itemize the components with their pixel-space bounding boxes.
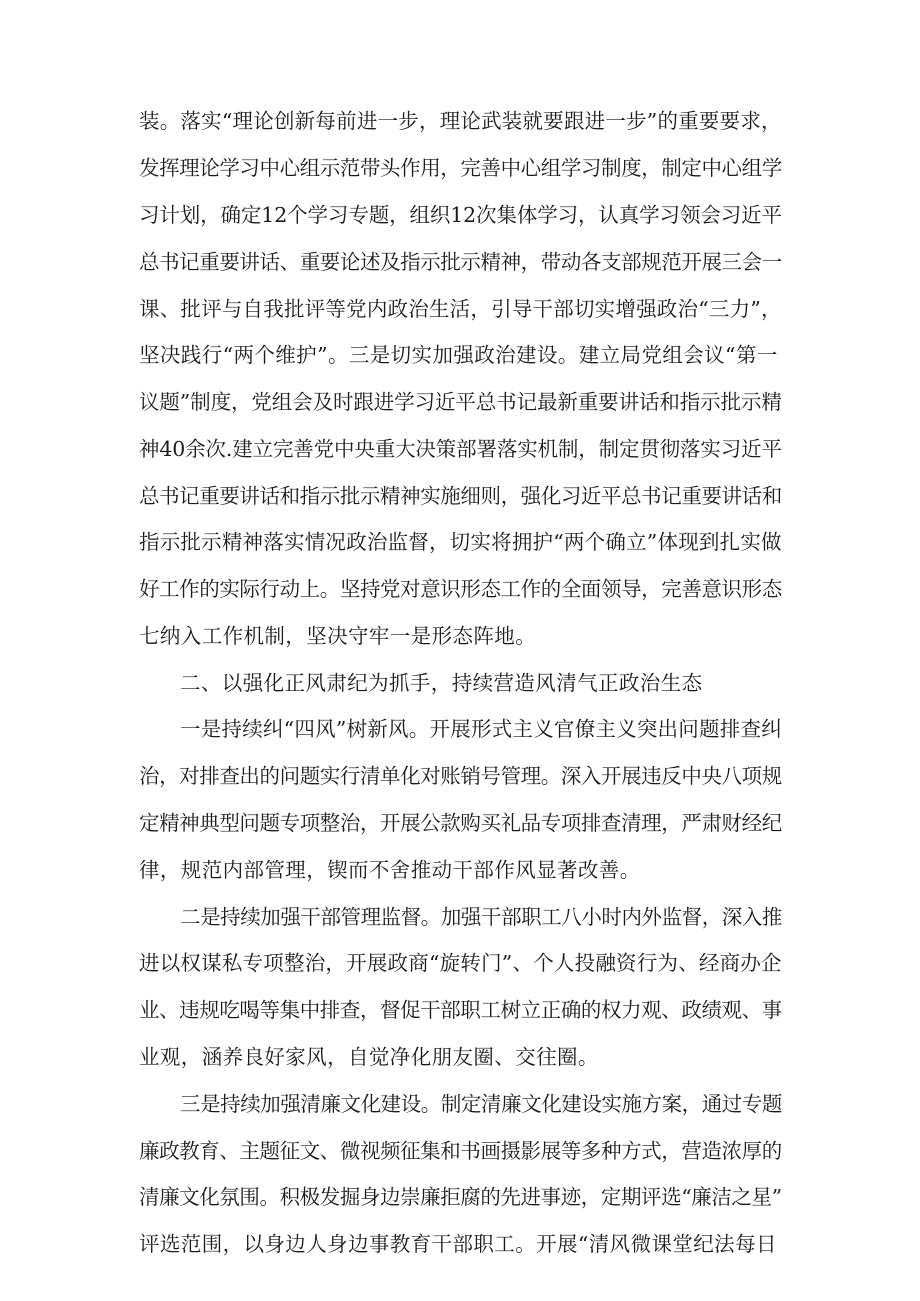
text-line: 二、以强化正风肃纪为抓手，持续营造风清气正政治生态 (180, 671, 703, 695)
text-line: 进以权谋私专项整治，开展政商“旋转门”、个人投融资行为、经商办企 (139, 951, 782, 975)
text-line: 清廉文化氛围。积极发掘身边崇廉拒腐的先进事迹，定期评选“廉洁之星” (139, 1185, 782, 1209)
text-line: 七纳入工作机制，坚决守牢一是形态阵地。 (139, 624, 537, 648)
text-line: 神40余次.建立完善党中央重大决策部署落实机制，制定贯彻落实习近平 (139, 437, 782, 461)
text-line: 发挥理论学习中心组示范带头作用，完善中心组学习制度，制定中心组学 (139, 156, 782, 180)
text-line: 廉政教育、主题征文、微视频征集和书画摄影展等多种方式，营造浓厚的 (139, 1139, 782, 1163)
text-line: 一是持续纠“四风”树新风。开展形式主义官僚主义突出问题排查纠 (180, 717, 782, 741)
text-line: 好工作的实际行动上。坚持党对意识形态工作的全面领导，完善意识形态 (139, 577, 782, 601)
text-line: 习计划，确定12个学习专题，组织12次集体学习，认真学习领会习近平 (139, 203, 782, 227)
text-line: 业、违规吃喝等集中排查，督促干部职工树立正确的权力观、政绩观、事 (139, 998, 782, 1022)
text-line: 治，对排查出的问题实行清单化对账销号管理。深入开展违反中央八项规 (139, 764, 782, 788)
text-line: 总书记重要讲话和指示批示精神实施细则，强化习近平总书记重要讲话和 (139, 484, 782, 508)
text-line: 二是持续加强干部管理监督。加强干部职工八小时内外监督，深入推 (180, 905, 782, 929)
text-line: 指示批示精神落实情况政治监督，切实将拥护“两个确立”体现到扎实做 (139, 530, 782, 554)
text-line: 议题”制度，党组会及时跟进学习近平总书记最新重要讲话和指示批示精 (139, 390, 782, 414)
text-line: 课、批评与自我批评等党内政治生活，引导干部切实增强政治“三力”， (139, 297, 782, 321)
text-line: 三是持续加强清廉文化建设。制定清廉文化建设实施方案，通过专题 (180, 1092, 782, 1116)
text-line: 装。落实“理论创新每前进一步，理论武装就要跟进一步”的重要要求， (139, 109, 782, 133)
text-line: 坚决践行“两个维护”。三是切实加强政治建设。建立局党组会议“第一 (139, 343, 778, 367)
text-line: 总书记重要讲话、重要论述及指示批示精神，带动各支部规范开展三会一 (139, 250, 782, 274)
text-line: 定精神典型问题专项整治，开展公款购买礼品专项排查清理，严肃财经纪 (139, 811, 782, 835)
text-line: 业观，涵养良好家风，自觉净化朋友圈、交往圈。 (139, 1045, 599, 1069)
text-line: 评选范围，以身边人身边事教育干部职工。开展“清风微课堂纪法每日 (139, 1232, 777, 1256)
text-line: 律，规范内部管理，锲而不舍推动干部作风显著改善。 (139, 858, 641, 882)
